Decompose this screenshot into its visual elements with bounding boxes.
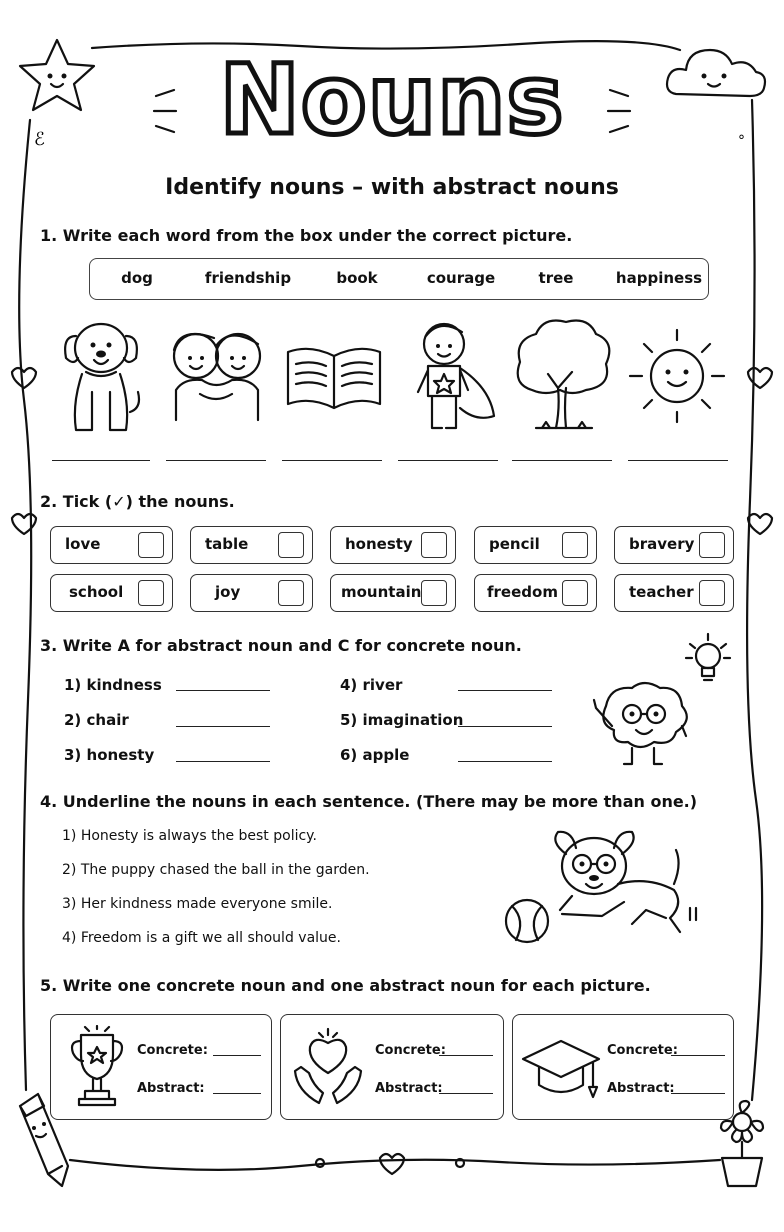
answer-line[interactable] — [176, 726, 270, 727]
word-box-item: courage — [426, 269, 496, 287]
concrete-label: Concrete: — [607, 1043, 678, 1058]
checkbox[interactable] — [138, 532, 164, 558]
tick-option[interactable] — [50, 526, 173, 564]
flower-pot-icon — [714, 1098, 770, 1190]
checkbox[interactable] — [562, 532, 588, 558]
word-box-item: friendship — [204, 269, 292, 287]
word-box-item: book — [336, 269, 378, 287]
checkbox[interactable] — [421, 580, 447, 606]
q3-item: 3) honesty — [64, 746, 155, 764]
q4-sentence[interactable]: 4) Freedom is a gift we all should value. — [62, 930, 341, 946]
abstract-answer-line[interactable] — [671, 1093, 725, 1094]
checkbox[interactable] — [421, 532, 447, 558]
page-title: Nouns — [219, 44, 565, 156]
picture-card — [280, 1014, 504, 1120]
tick-option-label: joy — [215, 583, 241, 601]
dog-icon — [56, 312, 146, 436]
concrete-answer-line[interactable] — [671, 1055, 725, 1056]
abstract-label: Abstract: — [137, 1081, 205, 1096]
sparkle-icon — [596, 86, 636, 136]
q3-item: 6) apple — [340, 746, 410, 764]
abstract-label: Abstract: — [607, 1081, 675, 1096]
friends-icon — [160, 320, 272, 424]
tick-option[interactable] — [190, 526, 313, 564]
tree-icon — [512, 316, 612, 434]
word-box-item: happiness — [615, 269, 703, 287]
graduation-cap-icon — [519, 1031, 603, 1107]
heart-hands-icon — [291, 1027, 365, 1107]
concrete-label: Concrete: — [375, 1043, 446, 1058]
answer-line[interactable] — [52, 460, 150, 461]
puppy-icon — [544, 828, 704, 946]
concrete-answer-line[interactable] — [213, 1055, 261, 1056]
tick-option-label: teacher — [629, 583, 694, 601]
picture-card — [512, 1014, 734, 1120]
q5-instruction: 5. Write one concrete noun and one abstract noun for each picture. — [40, 976, 651, 995]
answer-line[interactable] — [458, 726, 552, 727]
book-icon — [284, 340, 384, 412]
q1-instruction: 1. Write each word from the box under the correct picture. — [40, 226, 573, 245]
answer-line[interactable] — [458, 761, 552, 762]
answer-line[interactable] — [282, 460, 382, 461]
q4-sentence[interactable]: 1) Honesty is always the best policy. — [62, 828, 317, 844]
answer-line[interactable] — [166, 460, 266, 461]
tick-option[interactable] — [614, 574, 734, 612]
sun-icon — [626, 326, 728, 426]
brain-icon — [588, 676, 698, 770]
tick-option-label: bravery — [629, 535, 695, 553]
tick-option[interactable] — [190, 574, 313, 612]
answer-line[interactable] — [512, 460, 612, 461]
tick-option-label: school — [69, 583, 124, 601]
answer-line[interactable] — [398, 460, 498, 461]
page-subtitle: Identify nouns – with abstract nouns — [165, 175, 619, 200]
picture-card — [50, 1014, 272, 1120]
sparkle-icon — [148, 86, 188, 136]
checkbox[interactable] — [699, 580, 725, 606]
q3-item: 5) imagination — [340, 711, 464, 729]
q2-instruction: 2. Tick (✓) the nouns. — [40, 492, 235, 511]
tick-option-label: love — [65, 535, 101, 553]
tick-option[interactable] — [474, 574, 597, 612]
concrete-label: Concrete: — [137, 1043, 208, 1058]
word-box-item: tree — [538, 269, 574, 287]
checkbox[interactable] — [562, 580, 588, 606]
tick-option-label: honesty — [345, 535, 413, 553]
word-box-item: dog — [121, 269, 153, 287]
q4-sentence[interactable]: 2) The puppy chased the ball in the garden. — [62, 862, 370, 878]
answer-line[interactable] — [458, 690, 552, 691]
answer-line[interactable] — [176, 690, 270, 691]
answer-line[interactable] — [628, 460, 728, 461]
abstract-answer-line[interactable] — [213, 1093, 261, 1094]
tick-option[interactable] — [614, 526, 734, 564]
svg-text:ℰ: ℰ — [34, 129, 45, 150]
q3-item: 4) river — [340, 676, 403, 694]
concrete-answer-line[interactable] — [439, 1055, 493, 1056]
q3-instruction: 3. Write A for abstract noun and C for concrete noun. — [40, 636, 522, 655]
checkbox[interactable] — [278, 580, 304, 606]
answer-line[interactable] — [176, 761, 270, 762]
checkbox[interactable] — [138, 580, 164, 606]
tick-option-label: freedom — [487, 583, 558, 601]
tick-option-label: table — [205, 535, 249, 553]
tick-option[interactable] — [50, 574, 173, 612]
tick-option[interactable] — [330, 526, 456, 564]
tick-option-label: pencil — [489, 535, 540, 553]
q3-item: 1) kindness — [64, 676, 162, 694]
pencil-icon — [12, 1088, 72, 1192]
abstract-label: Abstract: — [375, 1081, 443, 1096]
tick-option-label: mountain — [341, 583, 422, 601]
checkbox[interactable] — [699, 532, 725, 558]
q3-item: 2) chair — [64, 711, 129, 729]
trophy-icon — [67, 1025, 127, 1109]
q4-instruction: 4. Underline the nouns in each sentence. (There may be more than one.) — [40, 792, 698, 811]
checkbox[interactable] — [278, 532, 304, 558]
tick-option[interactable] — [330, 574, 456, 612]
svg-text:°: ° — [738, 133, 745, 149]
q4-sentence[interactable]: 3) Her kindness made everyone smile. — [62, 896, 333, 912]
abstract-answer-line[interactable] — [439, 1093, 493, 1094]
boy-hero-icon — [408, 316, 500, 436]
tick-option[interactable] — [474, 526, 597, 564]
